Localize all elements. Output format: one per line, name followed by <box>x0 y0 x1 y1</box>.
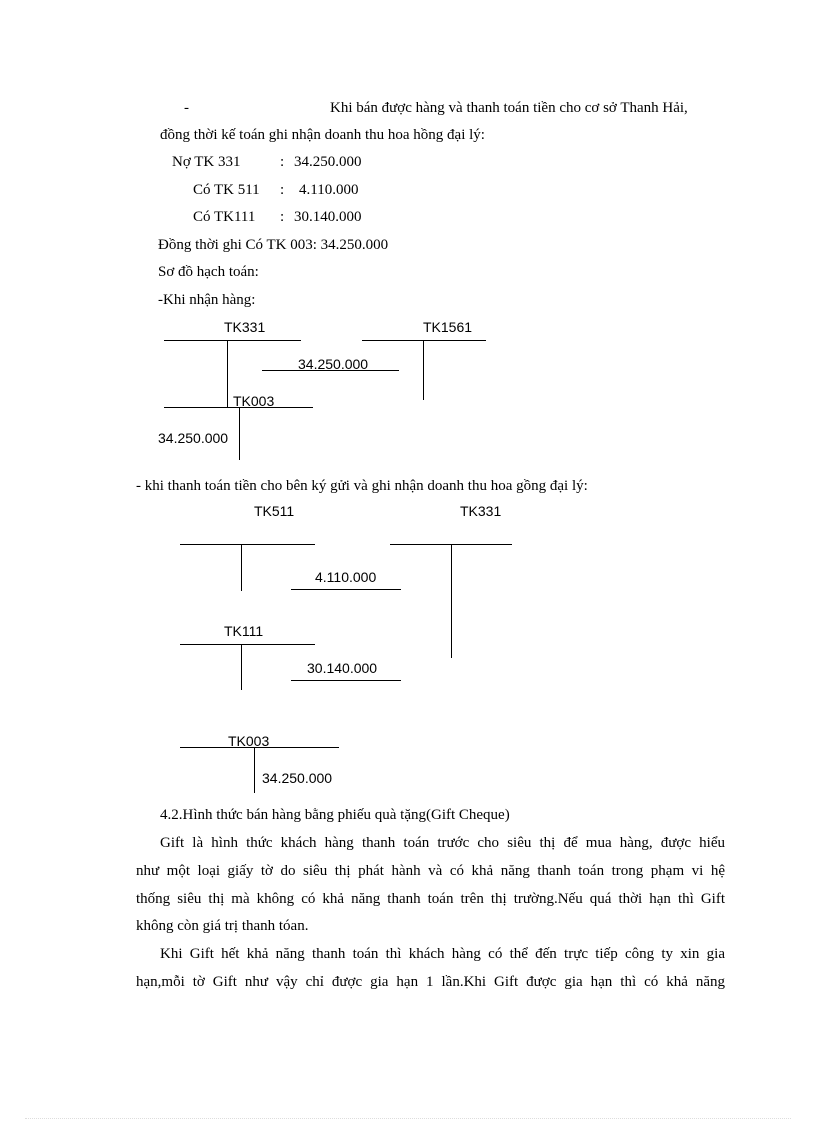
gift-p1-line-1: Gift là hình thức khách hàng thanh toán trước cho siêu thị để mua hàng, được hiểu <box>160 835 725 851</box>
entry-co-tk111-label: Có TK111 <box>193 209 256 225</box>
t-account-tk111-label: TK111 <box>224 623 264 639</box>
entry-no-tk331-label: Nợ TK 331 <box>172 154 241 170</box>
t-account-tk511-top <box>180 544 315 545</box>
flow-amount-511: 4.110.000 <box>315 569 377 585</box>
page-bottom-edge <box>25 1118 791 1119</box>
entry-co-tk111-amount: 30.140.000 <box>294 209 362 225</box>
flow-line-1 <box>262 370 399 371</box>
gift-p2-line-1: Khi Gift hết khả năng thanh toán thì khách hàng có thể đến trực tiếp công ty xin gia <box>160 946 725 962</box>
gift-p1-line-4: không còn giá trị thanh tóan. <box>136 918 309 934</box>
entry-co-tk511-label: Có TK 511 <box>193 182 260 198</box>
gift-heading: 4.2.Hình thức bán hàng bằng phiếu quà tặng(Gift Cheque) <box>160 807 510 823</box>
so-do-heading: Sơ đồ hạch toán: <box>158 264 259 280</box>
tk003-credit-amount: 34.250.000 <box>262 770 333 786</box>
flow-line-511 <box>291 589 401 590</box>
t-account-tk1561-label: TK1561 <box>423 319 473 335</box>
flow-line-111 <box>291 680 401 681</box>
t-account-tk003-stem <box>239 407 240 460</box>
t-account-tk331-label-2: TK331 <box>460 503 502 519</box>
entry-co-tk511-amount: 4.110.000 <box>299 182 359 198</box>
intro-line-2: đồng thời kế toán ghi nhận doanh thu hoa hồng đại lý: <box>160 127 485 143</box>
t-account-tk003-label: TK003 <box>233 393 275 409</box>
khi-nhan-heading: -Khi nhận hàng: <box>158 292 256 308</box>
intro-line-1: Khi bán được hàng và thanh toán tiền cho cơ sở Thanh Hải, <box>330 100 688 116</box>
tk003-debit-amount: 34.250.000 <box>158 430 229 446</box>
t-account-tk003-top-2 <box>180 747 339 748</box>
t-account-tk331-stem-2 <box>451 544 452 658</box>
t-account-tk331-top <box>164 340 301 341</box>
entry-no-tk331-colon: : <box>280 154 285 170</box>
gift-p1-line-3: thống siêu thị mà không có khả năng thanh toán trên thị trường.Nếu quá thời hạn thì Gift <box>136 891 725 907</box>
section-2-heading: - khi thanh toán tiền cho bên ký gửi và ghi nhận doanh thu hoa gồng đại lý: <box>136 478 588 494</box>
entry-no-tk331-amount: 34.250.000 <box>294 154 362 170</box>
t-account-tk511-label: TK511 <box>254 503 295 519</box>
t-account-tk331-stem <box>227 340 228 407</box>
t-account-tk003-label-2: TK003 <box>228 733 270 749</box>
entry-co-tk111-colon: : <box>280 209 285 225</box>
entry-co-tk511-colon: : <box>280 182 285 198</box>
gift-p1-line-2: như một loại giấy tờ do siêu thị phát hành và có khả năng thanh toán trong phạm vi hệ <box>136 863 725 879</box>
flow-amount-1: 34.250.000 <box>298 356 369 372</box>
t-account-tk1561-stem <box>423 340 424 400</box>
t-account-tk111-stem <box>241 644 242 690</box>
dong-thoi-line: Đồng thời ghi Có TK 003: 34.250.000 <box>158 237 389 253</box>
t-account-tk331-label: TK331 <box>224 319 266 335</box>
gift-p2-line-2: hạn,mỗi tờ Gift như vậy chỉ được gia hạn 1 lần.Khi Gift được gia hạn thì có khả năng <box>136 974 725 990</box>
t-account-tk003-stem-2 <box>254 747 255 793</box>
intro-dash: - <box>184 100 189 116</box>
t-account-tk111-top <box>180 644 315 645</box>
t-account-tk1561-top <box>362 340 486 341</box>
t-account-tk511-stem <box>241 544 242 591</box>
flow-amount-111: 30.140.000 <box>307 660 378 676</box>
